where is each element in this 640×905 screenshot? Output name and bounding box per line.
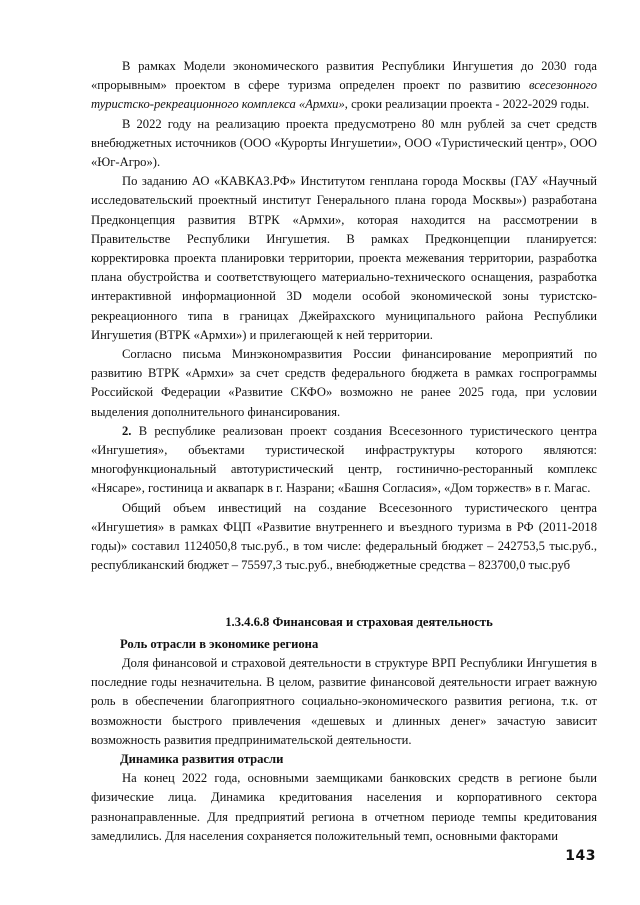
subheading-dynamics: Динамика развития отрасли xyxy=(120,751,284,766)
paragraph-text: В республике реализован проект создания Всесезонного туристического центра «Ингушетия», объектами туристической инфраструктуры которого являются: многофункциональный автотуристический центр, гостинично-ресторанный комплекс «Нясаре», гостиница и аквапарк в г. Назрани; «Башня Согласия», «Дом торжеств» в г. Магас. xyxy=(91,423,597,496)
paragraph-text: В рамках Модели экономического развития Республики Ингушетия до 2030 года «прорывным» проектом в сфере туризма определен проект по развитию xyxy=(91,59,597,93)
document-page xyxy=(91,57,597,846)
paragraph-investment-total: Общий объем инвестиций на создание Всесезонного туристического центра «Ингушетия» в рамках ФЦП «Развитие внутреннего и въездного туризма в РФ (2011-2018 годы)» составил 1124050,8 тыс.руб., в том числе: федеральный бюджет – 242753,5 тыс.руб., республиканский бюджет – 75597,3 тыс.руб., внебюджетные средства – 823700,0 тыс.руб xyxy=(91,500,597,573)
paragraph-dynamics: На конец 2022 года, основными заемщиками банковских средств в регионе были физические лица. Динамика кредитования населения и корпоративного сектора разнонаправленные. Для предприятий региона в отчетном периоде темпы кредитования замедлились. Для населения сохраняется положительный темп, основными факторами xyxy=(91,771,597,843)
paragraph-preconcept: По заданию АО «КАВКАЗ.РФ» Институтом генплана города Москвы (ГАУ «Научный исследовательский проектный институт Генерального плана города Москвы») разработана Предконцепция развития ВТРК «Армхи», которая находится на рассмотрении в Правительстве Республики Ингушетия. В рамках Предконцепции планируется: корректировка проекта планировки территории, проекта межевания территории, разработка плана обустройства и соответствующего материально-технического оснащения, разработка интерактивной информационной 3D модели особой экономической зоны туристско-рекреационного типа в границах Джейрахского муниципального района Республики Ингушетия (ВТРК «Армхи») и прилегающей к ней территории. xyxy=(91,174,597,342)
paragraph-text: , сроки реализации проекта - 2022-2029 годы. xyxy=(344,97,590,112)
page-number: 143 xyxy=(565,848,596,864)
paragraph-minec-letter: Согласно письма Минэкономразвития России финансирование мероприятий по развитию ВТРК «Армхи» за счет средств федерального бюджета в рамках госпрограммы Российской Федерации «Развитие СКФО» возможно не ранее 2025 года, при условии выделения дополнительного финансирования. xyxy=(91,347,597,419)
section-spacer xyxy=(91,575,597,613)
paragraph-role: Доля финансовой и страховой деятельности в структуре ВРП Республики Ингушетия в последние годы незначительна. В целом, развитие финансовой деятельности играет важную роль в обеспечении благоприятного социально-экономического развития региона, т.к. от возможности быстрого привлечения «дешевых и длинных денег» зачастую зависит возможность развития предпринимательской деятельности. xyxy=(91,655,597,747)
subheading-role: Роль отрасли в экономике региона xyxy=(120,636,319,651)
item-number: 2. xyxy=(122,423,132,438)
paragraph-2022-funding: В 2022 году на реализацию проекта предусмотрено 80 млн рублей за счет средств внебюджетных источников (ООО «Курорты Ингушетии», ООО «Туристический центр», ООО «Юг-Агро»). xyxy=(91,116,597,170)
section-heading: 1.3.4.6.8 Финансовая и страховая деятельность xyxy=(225,615,493,630)
paragraph-armkhi-model xyxy=(91,57,597,115)
paragraph-tourist-center xyxy=(91,422,597,499)
project-name-italic: всесезонного туристско-рекреационного комплекса «Армхи» xyxy=(91,78,597,112)
